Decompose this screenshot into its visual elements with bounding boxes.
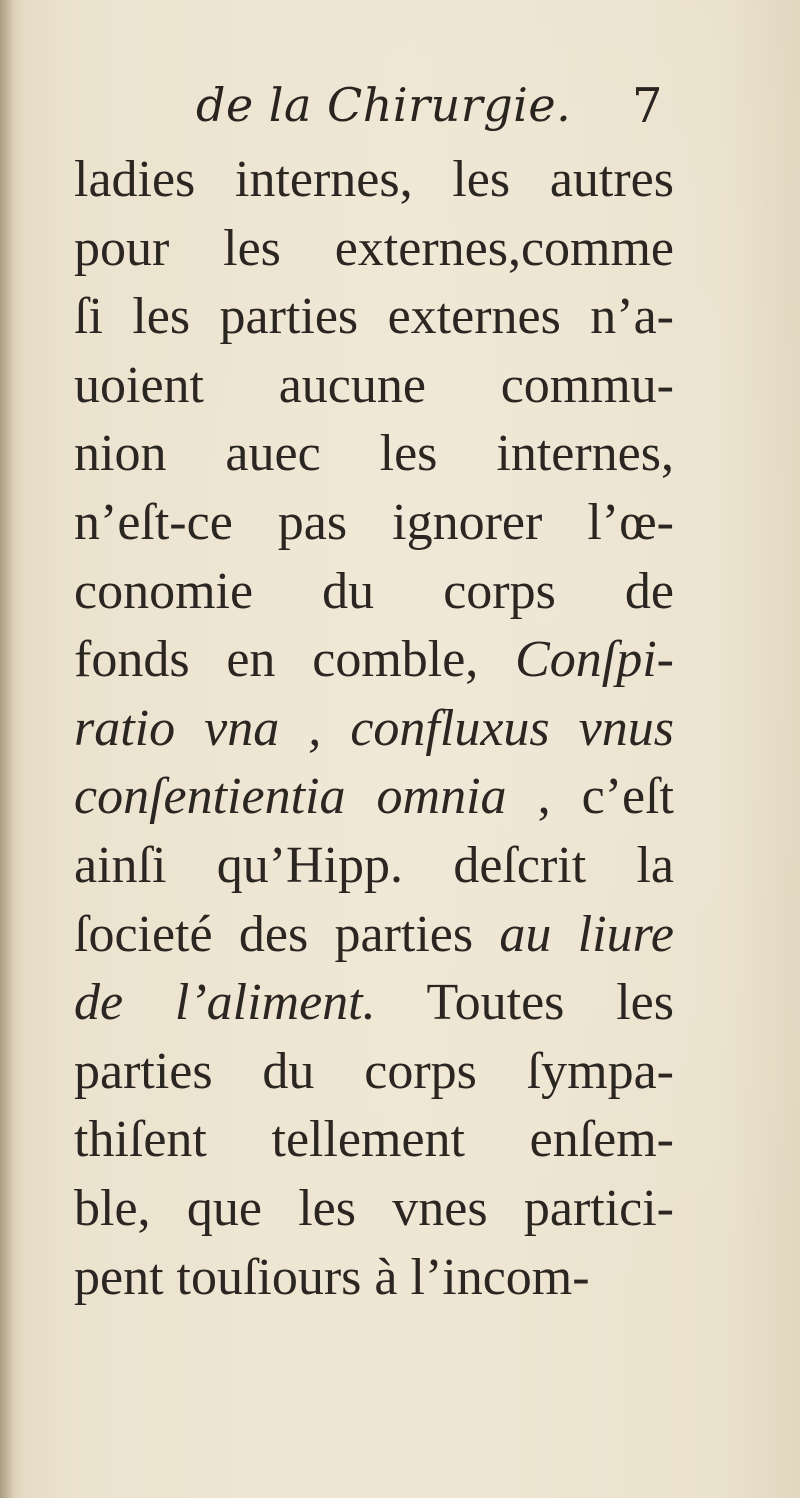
text-line <box>74 1038 674 1107</box>
text-line <box>74 558 674 627</box>
text-segment: nion auec les internes, <box>74 425 674 483</box>
text-line <box>74 146 674 215</box>
text-segment: thiſent tellement enſem- <box>74 1111 674 1169</box>
text-segment: ſi les parties externes n’a- <box>74 288 674 346</box>
italic-text-segment: au liure <box>499 905 675 963</box>
italic-text-segment: ratio vna , confluxus vnus <box>74 699 674 757</box>
text-segment: ſocieté des parties <box>74 905 500 963</box>
page-number: 7 <box>632 78 663 134</box>
text-segment: fonds en comble, <box>74 631 516 689</box>
text-line <box>74 489 674 558</box>
italic-text-segment: conſentientia omnia <box>74 768 507 826</box>
text-segment: pour les externes,comme <box>74 219 674 277</box>
text-segment: ble, que les vnes partici- <box>74 1179 674 1237</box>
text-segment: Toutes les <box>375 974 674 1032</box>
text-line <box>74 969 674 1038</box>
running-title: de la Chirurgie. <box>196 78 572 132</box>
italic-text-segment: Conſpi- <box>515 631 674 689</box>
text-segment: pent touſiours à l’incom- <box>74 1248 590 1306</box>
text-line <box>74 626 674 695</box>
text-line <box>74 763 674 832</box>
text-line <box>74 901 674 970</box>
text-segment: n’eſt-ce pas ignorer l’œ- <box>74 493 674 551</box>
text-segment: uoient aucune commu- <box>74 356 674 414</box>
text-line <box>74 1106 674 1175</box>
text-segment: ainſi qu’Hipp. deſcrit la <box>74 836 674 894</box>
text-line <box>74 1244 674 1313</box>
text-line <box>74 283 674 352</box>
text-line <box>74 420 674 489</box>
page-header <box>0 78 800 138</box>
body-text <box>74 146 674 1312</box>
text-segment: conomie du corps de <box>74 562 674 620</box>
text-line <box>74 352 674 421</box>
text-line <box>74 832 674 901</box>
text-segment: parties du corps ſympa- <box>74 1042 674 1100</box>
text-line <box>74 215 674 284</box>
text-segment: ladies internes, les autres <box>74 151 674 208</box>
text-line <box>74 695 674 764</box>
italic-text-segment: de l’aliment. <box>74 974 376 1032</box>
text-segment: , c’eſt <box>506 768 674 826</box>
text-line <box>74 1175 674 1244</box>
page-gutter <box>0 0 12 1498</box>
